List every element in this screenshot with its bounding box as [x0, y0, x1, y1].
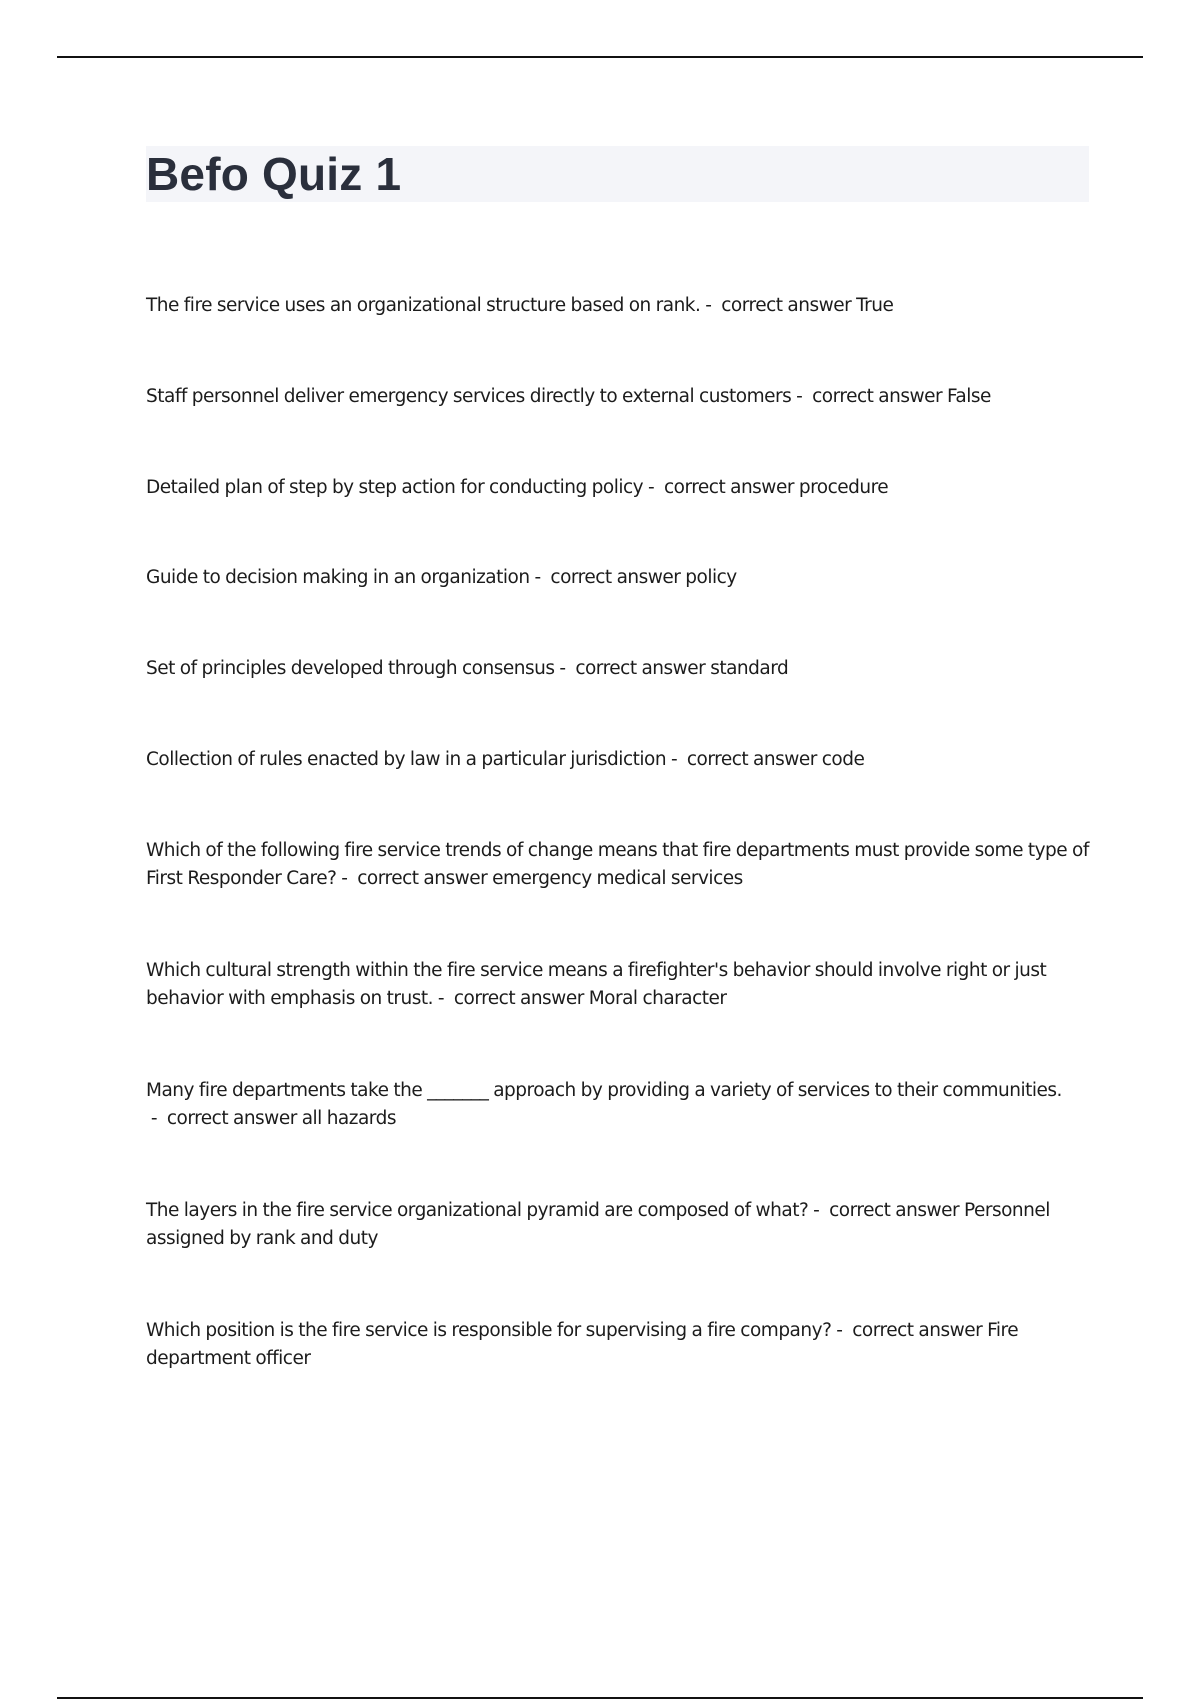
- separator: -: [336, 868, 358, 889]
- list-item: [146, 655, 1096, 683]
- answer-text: all hazards: [301, 1108, 396, 1129]
- list-item: [146, 474, 1096, 502]
- question-text: The fire service uses an organizational structure based on rank.: [146, 295, 701, 316]
- question-text: The layers in the fire service organizational pyramid are composed of what?: [146, 1200, 809, 1221]
- answer-text: policy: [685, 567, 737, 588]
- question-text: Detailed plan of step by step action for conducting policy: [146, 477, 644, 498]
- answer-prefix: correct answer: [829, 1200, 960, 1221]
- answer-prefix: correct answer: [663, 477, 794, 498]
- separator: -: [808, 1200, 830, 1221]
- question-text: Many fire departments take the _______ approach by providing a variety of services to their communities.: [146, 1080, 1062, 1101]
- question-text: Guide to decision making in an organization: [146, 567, 530, 588]
- answer-text: code: [821, 749, 865, 770]
- separator: -: [146, 1108, 167, 1129]
- answer-prefix: correct answer: [550, 567, 681, 588]
- separator: -: [554, 658, 576, 679]
- answer-prefix: correct answer: [721, 295, 852, 316]
- separator: -: [643, 477, 664, 498]
- answer-prefix: correct answer: [686, 749, 817, 770]
- list-item: [146, 383, 1096, 411]
- top-rule: [57, 56, 1143, 58]
- answer-text: False: [946, 386, 991, 407]
- list-item: [146, 746, 1096, 774]
- page-title: Befo Quiz 1: [146, 148, 402, 200]
- question-text: Which position is the fire service is responsible for supervising a fire company?: [146, 1320, 832, 1341]
- list-item: [146, 957, 1096, 1013]
- question-text: Which cultural strength within the fire service means a firefighter's behavior should involve right or just behavior with emphasis on trust.: [146, 960, 1047, 1009]
- answer-text: standard: [710, 658, 789, 679]
- answer-text: True: [856, 295, 894, 316]
- separator: -: [791, 386, 813, 407]
- answer-text: emergency medical services: [492, 868, 743, 889]
- separator: -: [831, 1320, 853, 1341]
- answer-prefix: correct answer: [453, 988, 584, 1009]
- question-text: Staff personnel deliver emergency services directly to external customers: [146, 386, 792, 407]
- answer-prefix: correct answer: [166, 1108, 297, 1129]
- separator: -: [666, 749, 687, 770]
- list-item: [146, 1197, 1096, 1253]
- list-item: [146, 1077, 1096, 1133]
- answer-text: Fire department officer: [146, 1320, 1019, 1369]
- question-text: Set of principles developed through consensus: [146, 658, 555, 679]
- separator: -: [700, 295, 722, 316]
- list-item: [146, 564, 1096, 592]
- answer-prefix: correct answer: [852, 1320, 983, 1341]
- question-text: Which of the following fire service trends of change means that fire departments must provide some type of First Responder Care?: [146, 840, 1089, 889]
- separator: -: [433, 988, 454, 1009]
- list-item: [146, 292, 1096, 320]
- list-item: [146, 837, 1096, 893]
- answer-prefix: correct answer: [575, 658, 706, 679]
- bottom-rule: [57, 1697, 1143, 1699]
- separator: -: [529, 567, 551, 588]
- list-item: [146, 1317, 1096, 1373]
- answer-text: Moral character: [588, 988, 727, 1009]
- answer-prefix: correct answer: [812, 386, 943, 407]
- question-text: Collection of rules enacted by law in a particular jurisdiction: [146, 749, 667, 770]
- answer-prefix: correct answer: [357, 868, 488, 889]
- answer-text: procedure: [798, 477, 889, 498]
- answer-text: Personnel assigned by rank and duty: [146, 1200, 1050, 1249]
